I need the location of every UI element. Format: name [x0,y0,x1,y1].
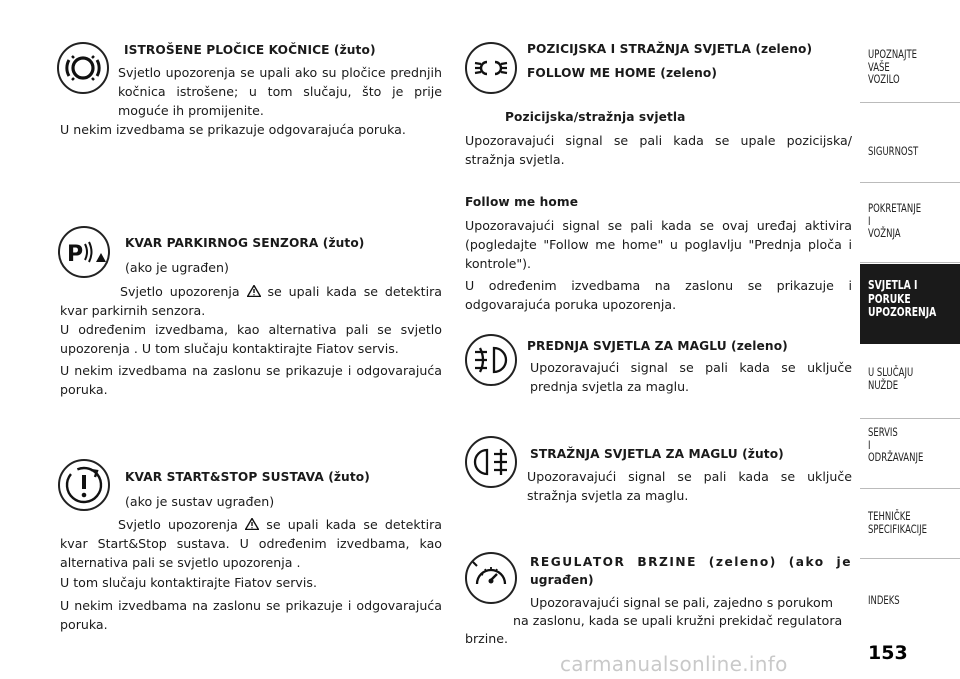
tab-upoznajte[interactable] [860,40,960,101]
ss-body [60,515,442,572]
park-title: KVAR PARKIRNOG SENZORA (žuto) [125,236,365,250]
park-body [60,282,442,320]
tab-divider [860,102,960,103]
tab-svjetla[interactable] [860,264,960,344]
park-body-b: se upali kada se detektira kvar parkirnih senzora. [60,284,442,318]
brake-title: ISTROŠENE PLOČICE KOČNICE (žuto) [124,43,376,57]
park-sub: (ako je ugrađen) [125,260,229,275]
tab-divider [860,488,960,489]
start-stop-fault-icon [58,459,110,511]
pos-p2: Upozoravajući signal se pali kada se ovaj uređaj aktivira (pogledajte "Follow me home" u poglavlju "Prednja ploča i kontrole"). [465,218,852,271]
cruise-body2: na zaslonu, kada se upali kružni prekidač regulatora [513,613,843,628]
ss-body-a: Svjetlo upozorenja [118,517,238,532]
pos-sub2: Follow me home [465,195,579,209]
pos-title2: FOLLOW ME HOME (zeleno) [527,66,718,80]
tab-sigurnost[interactable] [860,104,960,165]
tab-label: SIGURNOST [868,144,919,158]
rfog-body: Upozoravajući signal se pali kada se uključe stražnja svjetla za maglu. [527,469,852,503]
brake-note: U nekim izvedbama se prikazuje odgovarajuća poruka. [60,122,406,137]
tab-servis[interactable] [860,420,960,481]
tab-tehnicke[interactable] [860,490,960,551]
cruise-title1: REGULATOR BRZINE (zeleno) (ako je [530,555,852,569]
tab-divider [860,558,960,559]
tab-indeks[interactable] [860,560,960,621]
cruise-control-icon [465,552,517,604]
pos-title1: POZICIJSKA I STRAŽNJA SVJETLA (zeleno) [527,42,813,56]
ffog-title: PREDNJA SVJETLA ZA MAGLU (zeleno) [527,339,788,353]
tab-divider [860,262,960,263]
tab-label: POKRETANJE I VOŽNJA [868,201,922,240]
watermark: carmanualsonline.info [560,652,788,676]
tab-divider [860,418,960,419]
ss-sub: (ako je sustav ugrađen) [125,494,275,509]
ss-title: KVAR START&STOP SUSTAVA (žuto) [125,470,370,484]
svg-text:P: P [67,242,84,267]
cruise-body3: brzine. [465,631,509,646]
park-p3: U nekim izvedbama na zaslonu se prikazuje i odgovarajuća poruka. [60,363,442,397]
tab-label: U SLUČAJU NUŽDE [868,365,914,392]
ss-p3: U nekim izvedbama na zaslonu se prikazuje i odgovarajuća poruka. [60,598,442,632]
cruise-title2: ugrađen) [530,573,594,587]
rfog-title: STRAŽNJA SVJETLA ZA MAGLU (žuto) [530,447,784,461]
brake-body: Svjetlo upozorenja se upali ako su pločice prednjih kočnica istrošene; u tom slučaju, što je prije moguće ih promijenite. [118,65,442,118]
tab-divider [860,182,960,183]
parking-sensor-icon [58,226,110,278]
park-body-a: Svjetlo upozorenja [120,284,240,299]
warning-triangle-icon [247,285,261,297]
tab-pokretanje[interactable] [860,184,960,245]
tab-nuzde[interactable] [860,350,960,411]
ffog-body: Upozoravajući signal se pali kada se uključe prednja svjetla za maglu. [530,360,852,394]
tab-label: UPOZNAJTE VAŠE VOZILO [868,47,918,86]
pos-p3: U određenim izvedbama na zaslonu se prikazuje i odgovarajuća poruka upozorenja. [465,278,852,312]
ss-body-b: se upali kada se detektira kvar Start&Stop sustava. U određenim izvedbama, kao alternativa pali se svjetlo upozorenja . [60,517,442,570]
tab-label: SERVIS I ODRŽAVANJE [868,425,924,464]
park-p2: U određenim izvedbama, kao alternativa pali se svjetlo upozorenja . U tom slučaju kontaktirajte Fiatov servis. [60,322,442,356]
tab-label: INDEKS [868,593,900,607]
rear-fog-icon [465,436,517,488]
position-lights-icon [465,42,517,94]
cruise-body1: Upozoravajući signal se pali, zajedno s porukom [530,595,833,610]
page-number: 153 [868,642,908,664]
front-fog-icon [465,334,517,386]
warning-triangle-icon [245,518,259,530]
tab-label: SVJETLA I PORUKE UPOZORENJA [868,277,937,319]
ss-p2: U tom slučaju kontaktirajte Fiatov servis. [60,575,317,590]
pos-sub1: Pozicijska/stražnja svjetla [505,110,686,124]
pos-p1: Upozoravajući signal se pali kada se upale pozicijska/ stražnja svjetla. [465,133,852,167]
chapter-tabs [860,40,960,630]
brake-pad-icon [57,42,109,94]
tab-label: TEHNIČKE SPECIFIKACIJE [868,509,927,536]
